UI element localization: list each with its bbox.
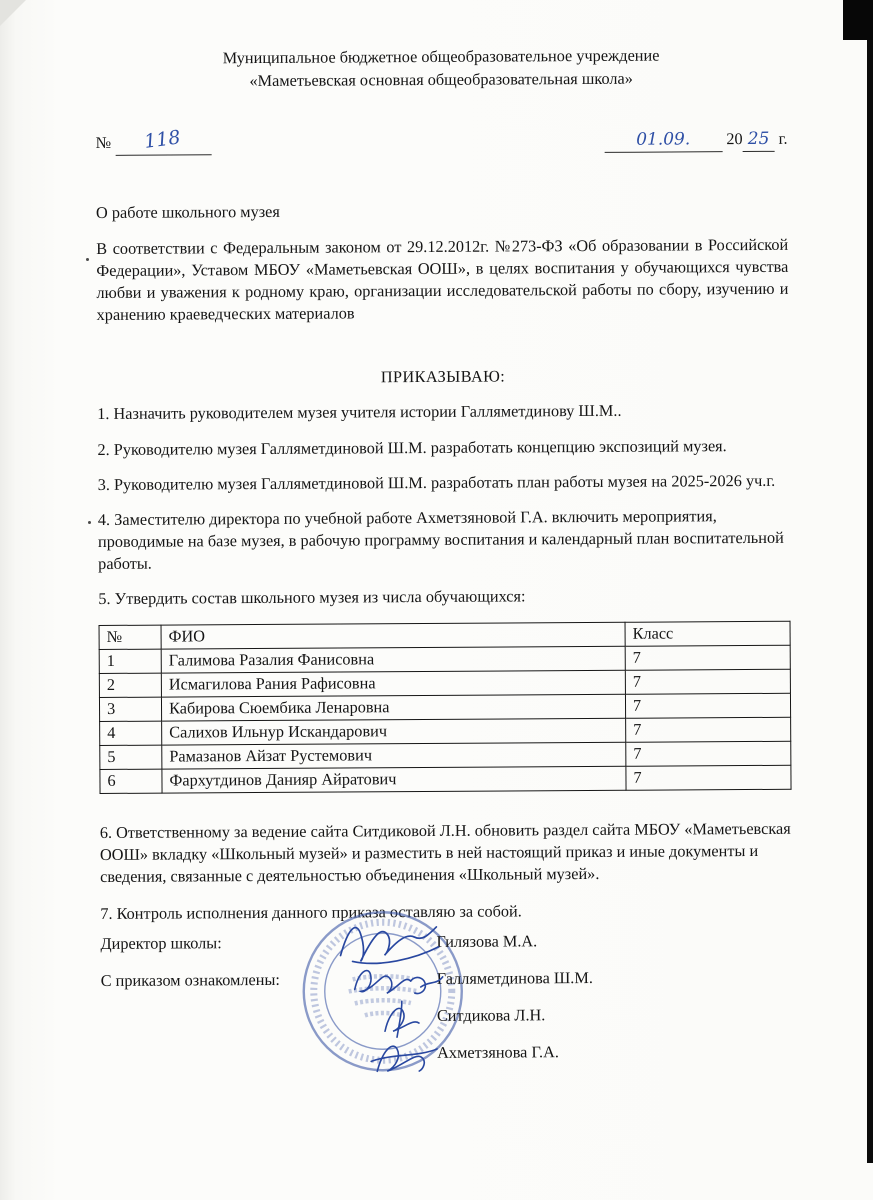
doc-date-underline — [604, 128, 722, 153]
signature-acknowledged-3-handwriting — [359, 1035, 443, 1080]
cell-class: 7 — [625, 669, 790, 694]
cell-class: 7 — [625, 693, 790, 718]
museum-members-table — [99, 621, 792, 793]
cell-num: 1 — [99, 649, 161, 673]
cell-num: 6 — [100, 769, 162, 793]
doc-number-underline — [115, 126, 211, 156]
cell-fio: Кабирова Сюембика Ленаровна — [161, 694, 625, 721]
director-name: Гилязова М.А. — [436, 931, 538, 952]
doc-year-prefix: 20 — [726, 128, 743, 148]
scan-speck — [86, 258, 89, 261]
scan-speck — [88, 521, 91, 524]
scan-artifact-top-right — [843, 0, 873, 40]
signature-acknowledged-1-handwriting — [347, 959, 449, 1002]
acknowledged-row-3 — [101, 1040, 793, 1081]
cell-class: 7 — [626, 765, 791, 790]
cell-fio: Рамазанов Айзат Рустемович — [162, 742, 626, 769]
doc-number-label: № — [95, 132, 112, 152]
order-item-3: 3. Руководителю музея Галляметдиновой Ш.М. разработать план работы музея на 2025-2026 уч.г. — [97, 470, 776, 494]
doc-number-handwritten: 118 — [143, 126, 183, 153]
table-header-fio: ФИО — [161, 623, 625, 650]
acknowledged-name-1: Галляметдинова Ш.М. — [436, 968, 593, 989]
cell-num: 3 — [99, 697, 161, 721]
cell-fio: Галимова Разалия Фанисовна — [161, 647, 625, 674]
order-item-4: 4. Заместителю директора по учебной работе Ахметзяновой Г.А. включить мероприятия, проводимые на базе музея, в рабочую программу воспитания и календарный план воспитательной работы. — [97, 506, 784, 574]
acknowledged-label: С приказом ознакомлены: — [100, 970, 280, 991]
acknowledged-name-3: Ахметзянова Г.А. — [437, 1042, 559, 1063]
document-date — [604, 127, 788, 152]
doc-year-underline — [742, 127, 774, 151]
cell-num: 4 — [100, 721, 162, 745]
number-and-date-row — [95, 125, 787, 156]
cell-num: 2 — [99, 673, 161, 697]
document-number — [95, 126, 211, 157]
doc-year-handwritten: 25 — [747, 128, 770, 149]
table-header-num: № — [99, 626, 161, 650]
order-item-6: 6. Ответственному за ведение сайта Ситдиковой Л.Н. обновить раздел сайта МБОУ «Маметьевская ООШ» вкладку «Школьный музей» и разместить в ней настоящий приказ и иные документы и сведения, связанные с деятельностью объединения «Школьный музей». — [99, 818, 791, 886]
signature-area — [100, 929, 793, 1103]
preamble-paragraph: В соответствии с Федеральным законом от 29.12.2012г. №273-ФЗ «Об образовании в Российской Федерации», Уставом МБОУ «Маметьевская ООШ», в целях воспитания у обучающихся чувства любви и уважения к родному краю, организации исследовательской работы по сбору, изучению и хранению краеведческих материалов — [96, 234, 789, 325]
cell-fio: Исмагилова Рания Рафисовна — [161, 670, 625, 697]
acknowledged-name-2: Ситдикова Л.Н. — [436, 1005, 546, 1026]
subject-line: О работе школьного музея — [95, 202, 280, 223]
signature-acknowledged-2-handwriting — [365, 997, 437, 1039]
doc-year-suffix: г. — [778, 128, 788, 148]
page-corner-fold — [0, 0, 26, 26]
table-header-class: Класс — [625, 622, 790, 647]
cell-num: 5 — [100, 745, 162, 769]
order-item-5: 5. Утвердить состав школьного музея из числа обучающихся: — [98, 586, 526, 609]
org-line-2: «Маметьевская основная общеобразовательная школа» — [249, 68, 633, 90]
org-line-1: Муниципальное бюджетное общеобразовательное учреждение — [222, 45, 660, 68]
document-content — [95, 44, 793, 1103]
cell-class: 7 — [625, 646, 790, 671]
organization-name — [95, 44, 787, 94]
table-row — [100, 765, 791, 793]
cell-fio: Салихов Ильнур Искандарович — [162, 718, 626, 745]
order-item-1: 1. Назначить руководителем музея учителя истории Галляметдинову Ш.М.. — [97, 401, 622, 424]
cell-fio: Фархутдинов Данияр Айратович — [162, 766, 626, 793]
order-item-2: 2. Руководителю музея Галляметдиновой Ш.М. разработать концепцию экспозиций музея. — [97, 435, 727, 459]
order-heading: ПРИКАЗЫВАЮ: — [380, 366, 506, 387]
order-item-7: 7. Контроль исполнения данного приказа оставляю за собой. — [100, 901, 522, 923]
director-label: Директор школы: — [100, 933, 222, 954]
cell-class: 7 — [626, 741, 791, 766]
acknowledged-row-2 — [101, 1003, 793, 1044]
doc-date-handwritten: 01.09. — [636, 128, 691, 150]
cell-class: 7 — [626, 717, 791, 742]
scan-artifact-right-edge — [867, 0, 873, 1163]
